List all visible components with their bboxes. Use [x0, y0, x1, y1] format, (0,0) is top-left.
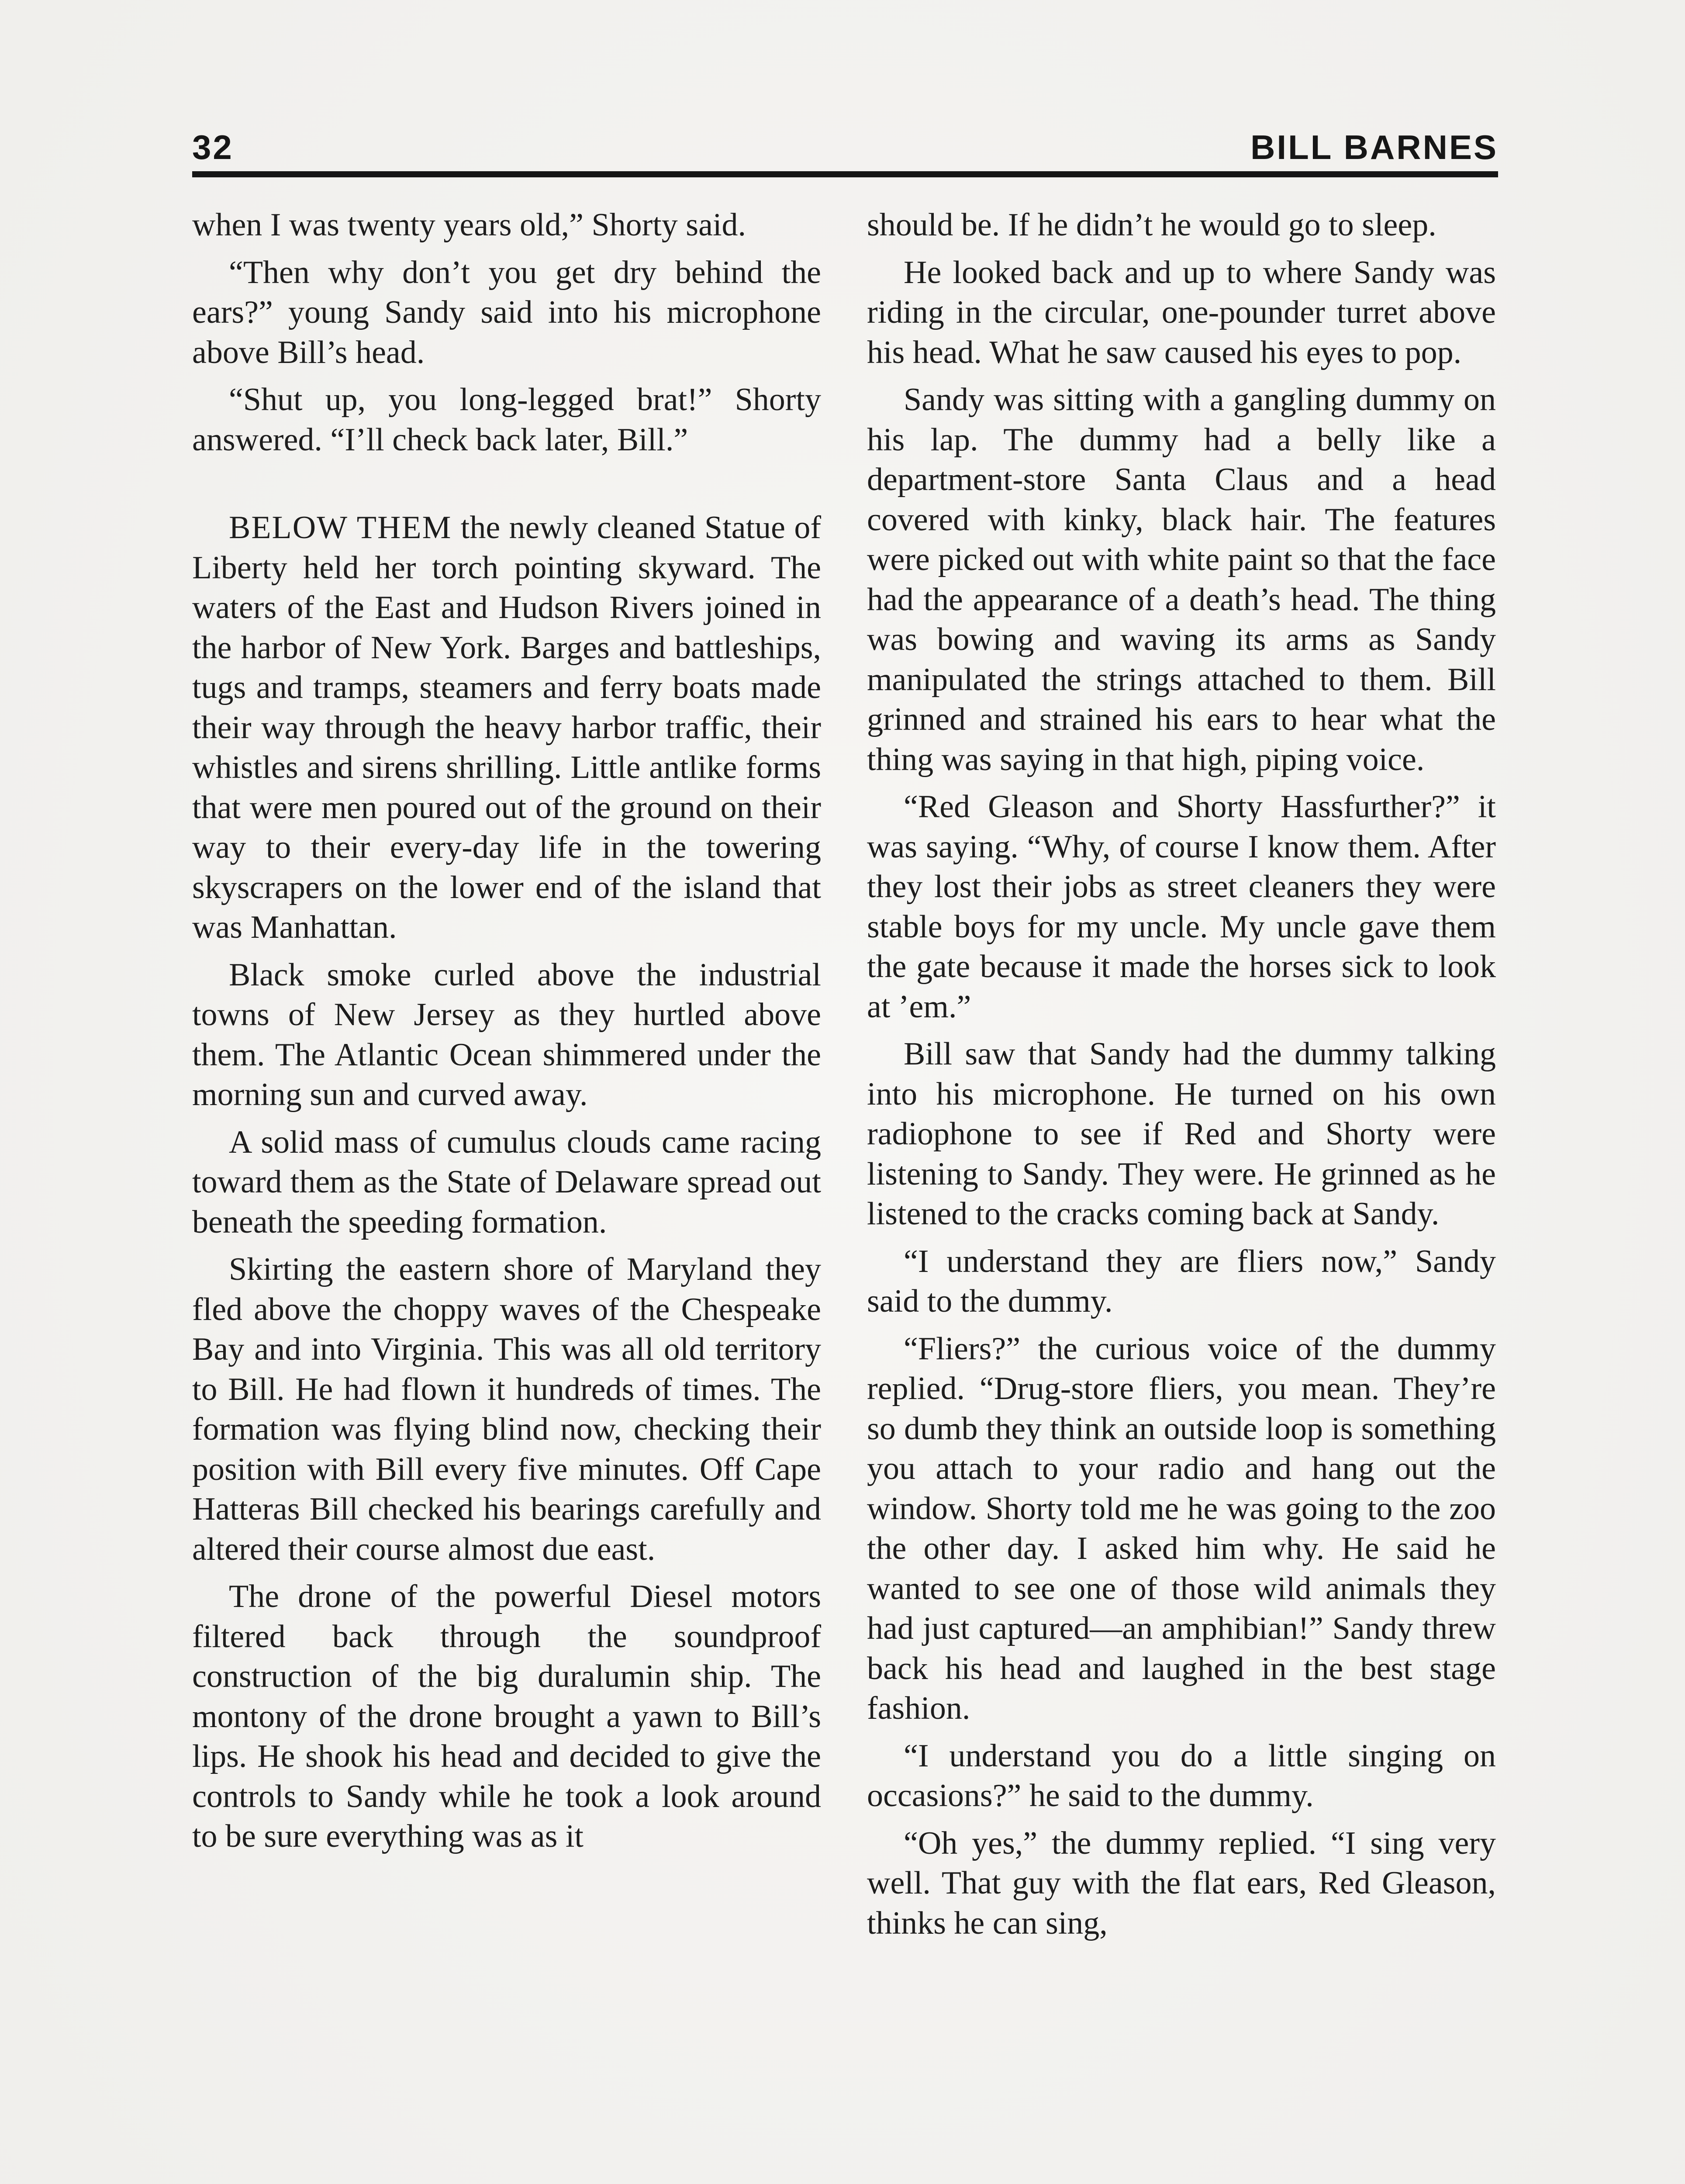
paragraph-text: “Red Gleason and Shorty Hassfurther?” it was saying. “Why, of course I know them. After they lost their jobs as street cleaners they were stable boys for my uncle. My uncle gave them the gate because it made the horses sick to look at ’em.”	[867, 789, 1496, 1025]
paragraph	[867, 1329, 1496, 1729]
paragraph	[867, 205, 1496, 245]
paragraph	[192, 380, 821, 460]
paragraph-text: “Oh yes,” the dummy replied. “I sing very well. That guy with the flat ears, Red Gleason, thinks he can sing,	[867, 1825, 1496, 1941]
paragraph-text: “Then why don’t you get dry behind the ears?” young Sandy said into his microphone above Bill’s head.	[192, 254, 821, 370]
paragraph-text: “Fliers?” the curious voice of the dummy replied. “Drug-store fliers, you mean. They’re so dumb they think an outside loop is something you attach to your radio and hang out the window. Shorty told me he was going to the zoo the other day. I asked him why. He said he wanted to see one of those wild animals they had just captured—an amphibian!” Sandy threw back his head and laughed in the best stage fashion.	[867, 1330, 1496, 1726]
paragraph-text: Bill saw that Sandy had the dummy talking into his microphone. He turned on his own radiophone to see if Red and Shorty were listening to Sandy. They were. He grinned as he listened to the cracks coming back at Sandy.	[867, 1036, 1496, 1232]
paragraph	[192, 1123, 821, 1243]
section-lead-in: BELOW THEM	[229, 510, 452, 546]
paragraph-text: “I understand they are fliers now,” Sandy said to the dummy.	[867, 1243, 1496, 1319]
paragraph	[192, 253, 821, 373]
paragraph	[192, 508, 821, 948]
paragraph	[867, 1242, 1496, 1322]
paragraph-text: Sandy was sitting with a gangling dummy on his lap. The dummy had a belly like a department-store Santa Claus and a head covered with kinky, black hair. The features were picked out with white paint so that the face had the appearance of a death’s head. The thing was bowing and waving its arms as Sandy manipulated the strings attached to them. Bill grinned and strained his ears to hear what the thing was saying in that high, piping voice.	[867, 382, 1496, 778]
paragraph	[192, 955, 821, 1115]
paragraph-text: Skirting the eastern shore of Maryland they fled above the choppy waves of the Chespeake Bay and into Virginia. This was all old territory to Bill. He had flown it hundreds of times. The formation was flying blind now, checking their position with Bill every five minutes. Off Cape Hatteras Bill checked his bearings carefully and altered their course almost due east.	[192, 1251, 821, 1567]
paragraph-text: when I was twenty years old,” Shorty said.	[192, 207, 746, 243]
header-rule	[192, 171, 1498, 177]
paragraph	[867, 1034, 1496, 1234]
running-head: BILL BARNES	[1250, 128, 1498, 166]
paragraph	[867, 787, 1496, 1027]
page-header	[192, 119, 1498, 171]
paragraph	[192, 205, 821, 245]
left-column	[192, 205, 821, 1864]
paragraph-text: Black smoke curled above the industrial towns of New Jersey as they hurtled above them. The Atlantic Ocean shimmered under the morning sun and curved away.	[192, 957, 821, 1113]
paragraph	[867, 253, 1496, 373]
paragraph-text: The drone of the powerful Diesel motors filtered back through the soundproof construction of the big duralumin ship. The montony of the drone brought a yawn to Bill’s lips. He shook his head and decided to give the controls to Sandy while he took a look around to be sure everything was as it	[192, 1579, 821, 1854]
paragraph-text: should be. If he didn’t he would go to sleep.	[867, 207, 1436, 243]
paragraph-text: He looked back and up to where Sandy was riding in the circular, one-pounder turret above his head. What he saw caused his eyes to pop.	[867, 254, 1496, 370]
paragraph	[867, 1824, 1496, 1944]
paragraph	[192, 1577, 821, 1857]
paragraph	[867, 1736, 1496, 1816]
paragraph-text: “Shut up, you long-legged brat!” Shorty answered. “I’ll check back later, Bill.”	[192, 382, 821, 458]
paragraph-text: the newly cleaned Statue of Liberty held her torch pointing skyward. The waters of the East and Hudson Rivers joined in the harbor of New York. Barges and battleships, tugs and tramps, steamers and ferry boats made their way through the heavy harbor traffic, their whistles and sirens shrilling. Little antlike forms that were men poured out of the ground on their way to their every-day life in the towering skyscrapers on the lower end of the island that was Manhattan.	[192, 510, 822, 945]
page-number: 32	[192, 128, 234, 166]
paragraph	[867, 380, 1496, 780]
paragraph	[192, 1250, 821, 1569]
right-column	[867, 205, 1496, 1951]
paragraph-text: A solid mass of cumulus clouds came racing toward them as the State of Delaware spread out beneath the speeding formation.	[192, 1124, 821, 1240]
paragraph-text: “I understand you do a little singing on occasions?” he said to the dummy.	[867, 1738, 1496, 1814]
